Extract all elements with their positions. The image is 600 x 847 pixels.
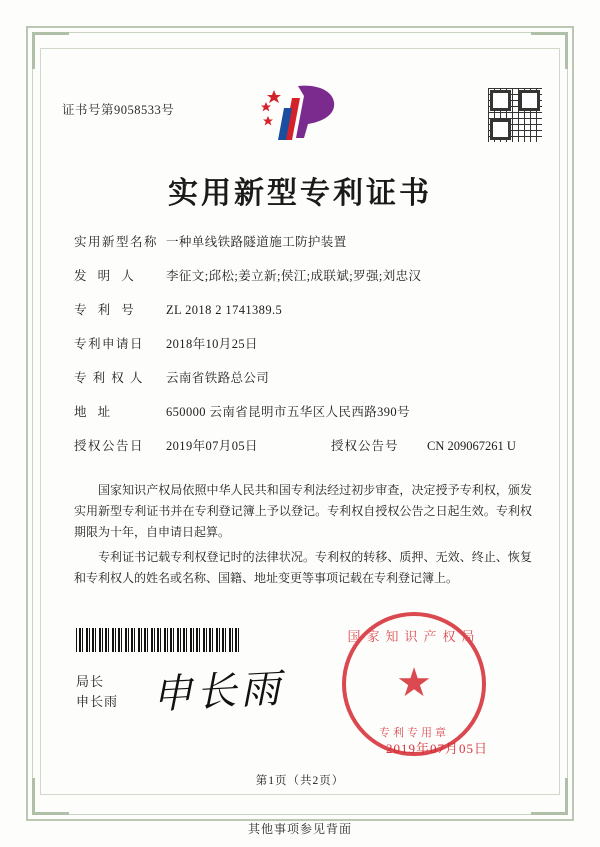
field-label: 专利申请日 — [74, 337, 145, 351]
field-value: ZL 2018 2 1741389.5 — [166, 303, 283, 317]
patent-office-logo — [254, 78, 346, 148]
page-title: 实用新型专利证书 — [168, 177, 432, 210]
barcode — [76, 628, 240, 652]
field-value-grant-date: 2019年07月05日 — [166, 439, 258, 453]
field-label-grant-date: 授权公告日 — [74, 439, 145, 453]
signatory-title: 局长 — [76, 674, 105, 689]
certificate-content — [52, 60, 548, 787]
star-icon: ★ — [396, 660, 432, 706]
seal-top-text: 国家知识产权局 — [347, 629, 481, 644]
handwritten-signature: 申长雨 — [151, 665, 286, 718]
field-row — [74, 402, 536, 420]
certificate-number: 证书号第9058533号 — [62, 103, 175, 117]
seal-bottom-text: 专利专用章 — [379, 727, 449, 739]
field-label: 专 利 号 — [74, 303, 138, 317]
footnote: 其他事项参见背面 — [247, 822, 352, 836]
field-row — [74, 368, 536, 386]
qr-code — [488, 88, 542, 142]
field-label: 地 址 — [74, 405, 115, 419]
field-value: 一种单线铁路隧道施工防护装置 — [166, 235, 347, 249]
legal-paragraph: 国家知识产权局依照中华人民共和国专利法经过初步审查，决定授予专利权，颁发实用新型专利证书并在专利登记簿上予以登记。专利权自授权公告之日起生效。专利权期限为十年，自申请日起算。 — [74, 483, 532, 539]
seal-date: 2019年07月05日 — [385, 741, 488, 756]
signatory-name: 申长雨 — [76, 693, 119, 709]
field-value: 650000 云南省昆明市五华区人民西路390号 — [166, 405, 410, 419]
legal-text — [74, 480, 532, 593]
field-value-grant-number: CN 209067261 U — [427, 439, 516, 453]
field-label: 发 明 人 — [74, 269, 138, 283]
field-label-grant-number: 授权公告号 — [331, 439, 399, 453]
field-label: 专 利 权 人 — [74, 371, 144, 385]
signature-block — [76, 672, 118, 711]
legal-paragraph: 专利证书记载专利权登记时的法律状况。专利权的转移、质押、无效、终止、恢复和专利权人的姓名或名称、国籍、地址变更等事项记载在专利登记簿上。 — [74, 550, 532, 585]
official-seal — [342, 612, 486, 756]
fields-list — [74, 232, 536, 470]
field-row — [74, 266, 536, 284]
field-value: 云南省铁路总公司 — [166, 371, 270, 385]
field-row-grant — [74, 436, 536, 454]
field-row — [74, 334, 536, 352]
field-label: 实用新型名称 — [74, 235, 159, 249]
field-value: 李征文;邱松;姜立新;侯江;成联斌;罗强;刘忠汉 — [166, 269, 422, 283]
page-number: 第1页（共2页） — [255, 775, 345, 787]
field-value: 2018年10月25日 — [166, 337, 258, 351]
field-row — [74, 300, 536, 318]
field-row — [74, 232, 536, 250]
